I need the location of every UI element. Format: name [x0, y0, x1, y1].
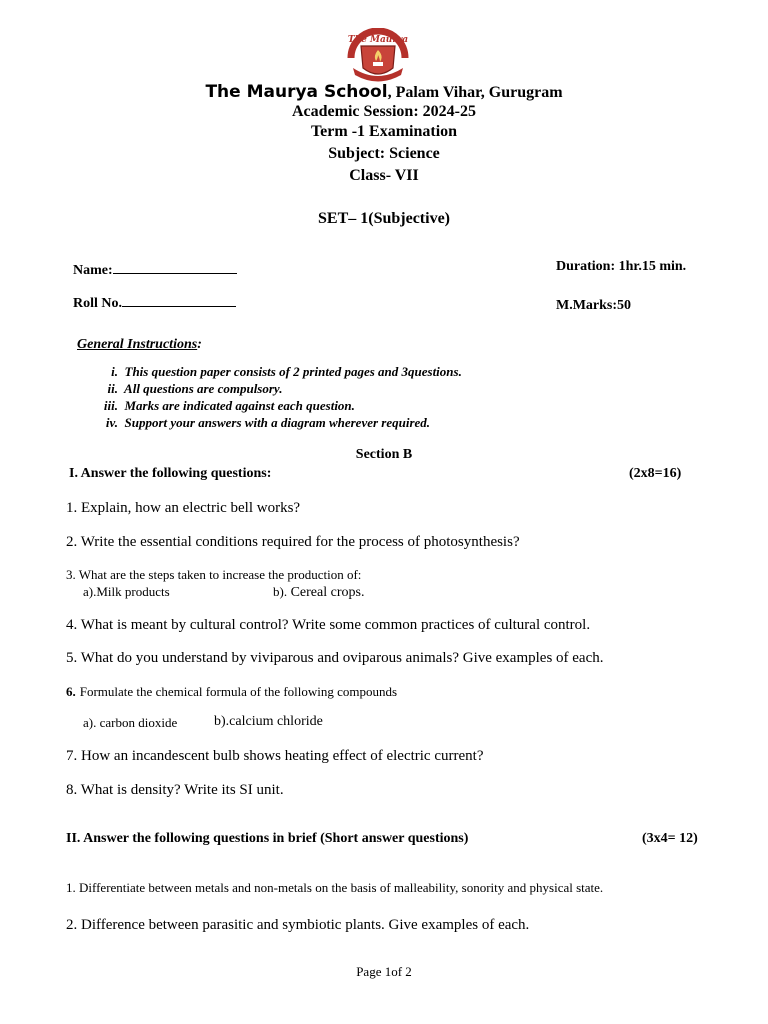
- school-name: The Maurya School: [205, 82, 388, 102]
- class-name: Class- VII: [349, 167, 419, 184]
- question-4: 4. What is meant by cultural control? Write some common practices of cultural control.: [66, 617, 591, 633]
- part1-marks: (2x8=16): [629, 466, 682, 481]
- academic-session: Academic Session: 2024-25: [292, 103, 476, 120]
- question-6-num: 6.: [66, 684, 76, 699]
- roll-blank: [122, 292, 236, 307]
- school-crest-icon: [345, 28, 411, 84]
- instruction-num: i.: [111, 364, 118, 379]
- part1-heading: I. Answer the following questions:: [69, 466, 272, 481]
- name-label: Name:: [73, 263, 113, 278]
- part2-question-1: 1. Differentiate between metals and non-metals on the basis of malleability, sonority and physical state.: [66, 880, 604, 895]
- question-7: 7. How an incandescent bulb shows heating effect of electric current?: [66, 748, 484, 764]
- question-2: 2. Write the essential conditions required for the process of photosynthesis?: [66, 534, 520, 550]
- instruction-text: Support your answers with a diagram wherever required.: [124, 415, 431, 430]
- instruction-text: This question paper consists of 2 printed pages and 3questions.: [124, 364, 462, 379]
- logo-text: The Maurya: [347, 35, 409, 45]
- question-3b-text: Cereal crops.: [287, 585, 365, 600]
- instruction-item: [100, 363, 462, 380]
- instruction-item: [100, 397, 462, 414]
- question-5: 5. What do you understand by viviparous and oviparous animals? Give examples of each.: [66, 650, 604, 666]
- question-1: 1. Explain, how an electric bell works?: [66, 500, 301, 516]
- question-6a: a). carbon dioxide: [83, 715, 178, 730]
- school-location: , Palam Vihar, Gurugram: [387, 84, 563, 101]
- instructions-heading-colon: :: [197, 337, 202, 352]
- question-6b: b).calcium chloride: [214, 714, 323, 729]
- exam-name: Term -1 Examination: [310, 123, 458, 140]
- question-3a: a).Milk products: [83, 584, 170, 599]
- instructions-heading: [77, 337, 202, 353]
- question-3b: [273, 583, 364, 601]
- set-title: SET– 1(Subjective): [318, 210, 450, 227]
- school-title: [0, 82, 768, 102]
- question-8: 8. What is density? Write its SI unit.: [66, 782, 284, 798]
- roll-label: Roll No.: [73, 296, 122, 311]
- instruction-text: Marks are indicated against each question.: [124, 398, 355, 413]
- part2-heading: II. Answer the following questions in brief (Short answer questions): [66, 831, 469, 846]
- name-blank: [113, 259, 237, 274]
- duration: Duration: 1hr.15 min.: [556, 259, 687, 274]
- roll-field: [73, 292, 236, 312]
- section-title: Section B: [355, 447, 413, 462]
- instruction-num: ii.: [107, 381, 118, 396]
- instructions-list: [100, 363, 462, 431]
- instruction-num: iv.: [105, 415, 118, 430]
- question-6: [66, 683, 397, 701]
- instruction-item: [100, 380, 462, 397]
- max-marks: M.Marks:50: [556, 298, 632, 313]
- part2-question-2: 2. Difference between parasitic and symbiotic plants. Give examples of each.: [66, 917, 530, 933]
- page-number: Page 1of 2: [356, 964, 412, 979]
- instruction-item: [100, 414, 462, 431]
- instructions-heading-text: General Instructions: [77, 337, 198, 352]
- subject: Subject: Science: [328, 145, 440, 162]
- name-field: [73, 259, 237, 279]
- instruction-text: All questions are compulsory.: [124, 381, 283, 396]
- question-3: 3. What are the steps taken to increase the production of:: [66, 567, 362, 582]
- question-6-text: Formulate the chemical formula of the following compounds: [79, 684, 398, 699]
- question-3b-prefix: b).: [273, 584, 288, 599]
- part2-marks: (3x4= 12): [642, 831, 698, 846]
- instruction-num: iii.: [103, 398, 118, 413]
